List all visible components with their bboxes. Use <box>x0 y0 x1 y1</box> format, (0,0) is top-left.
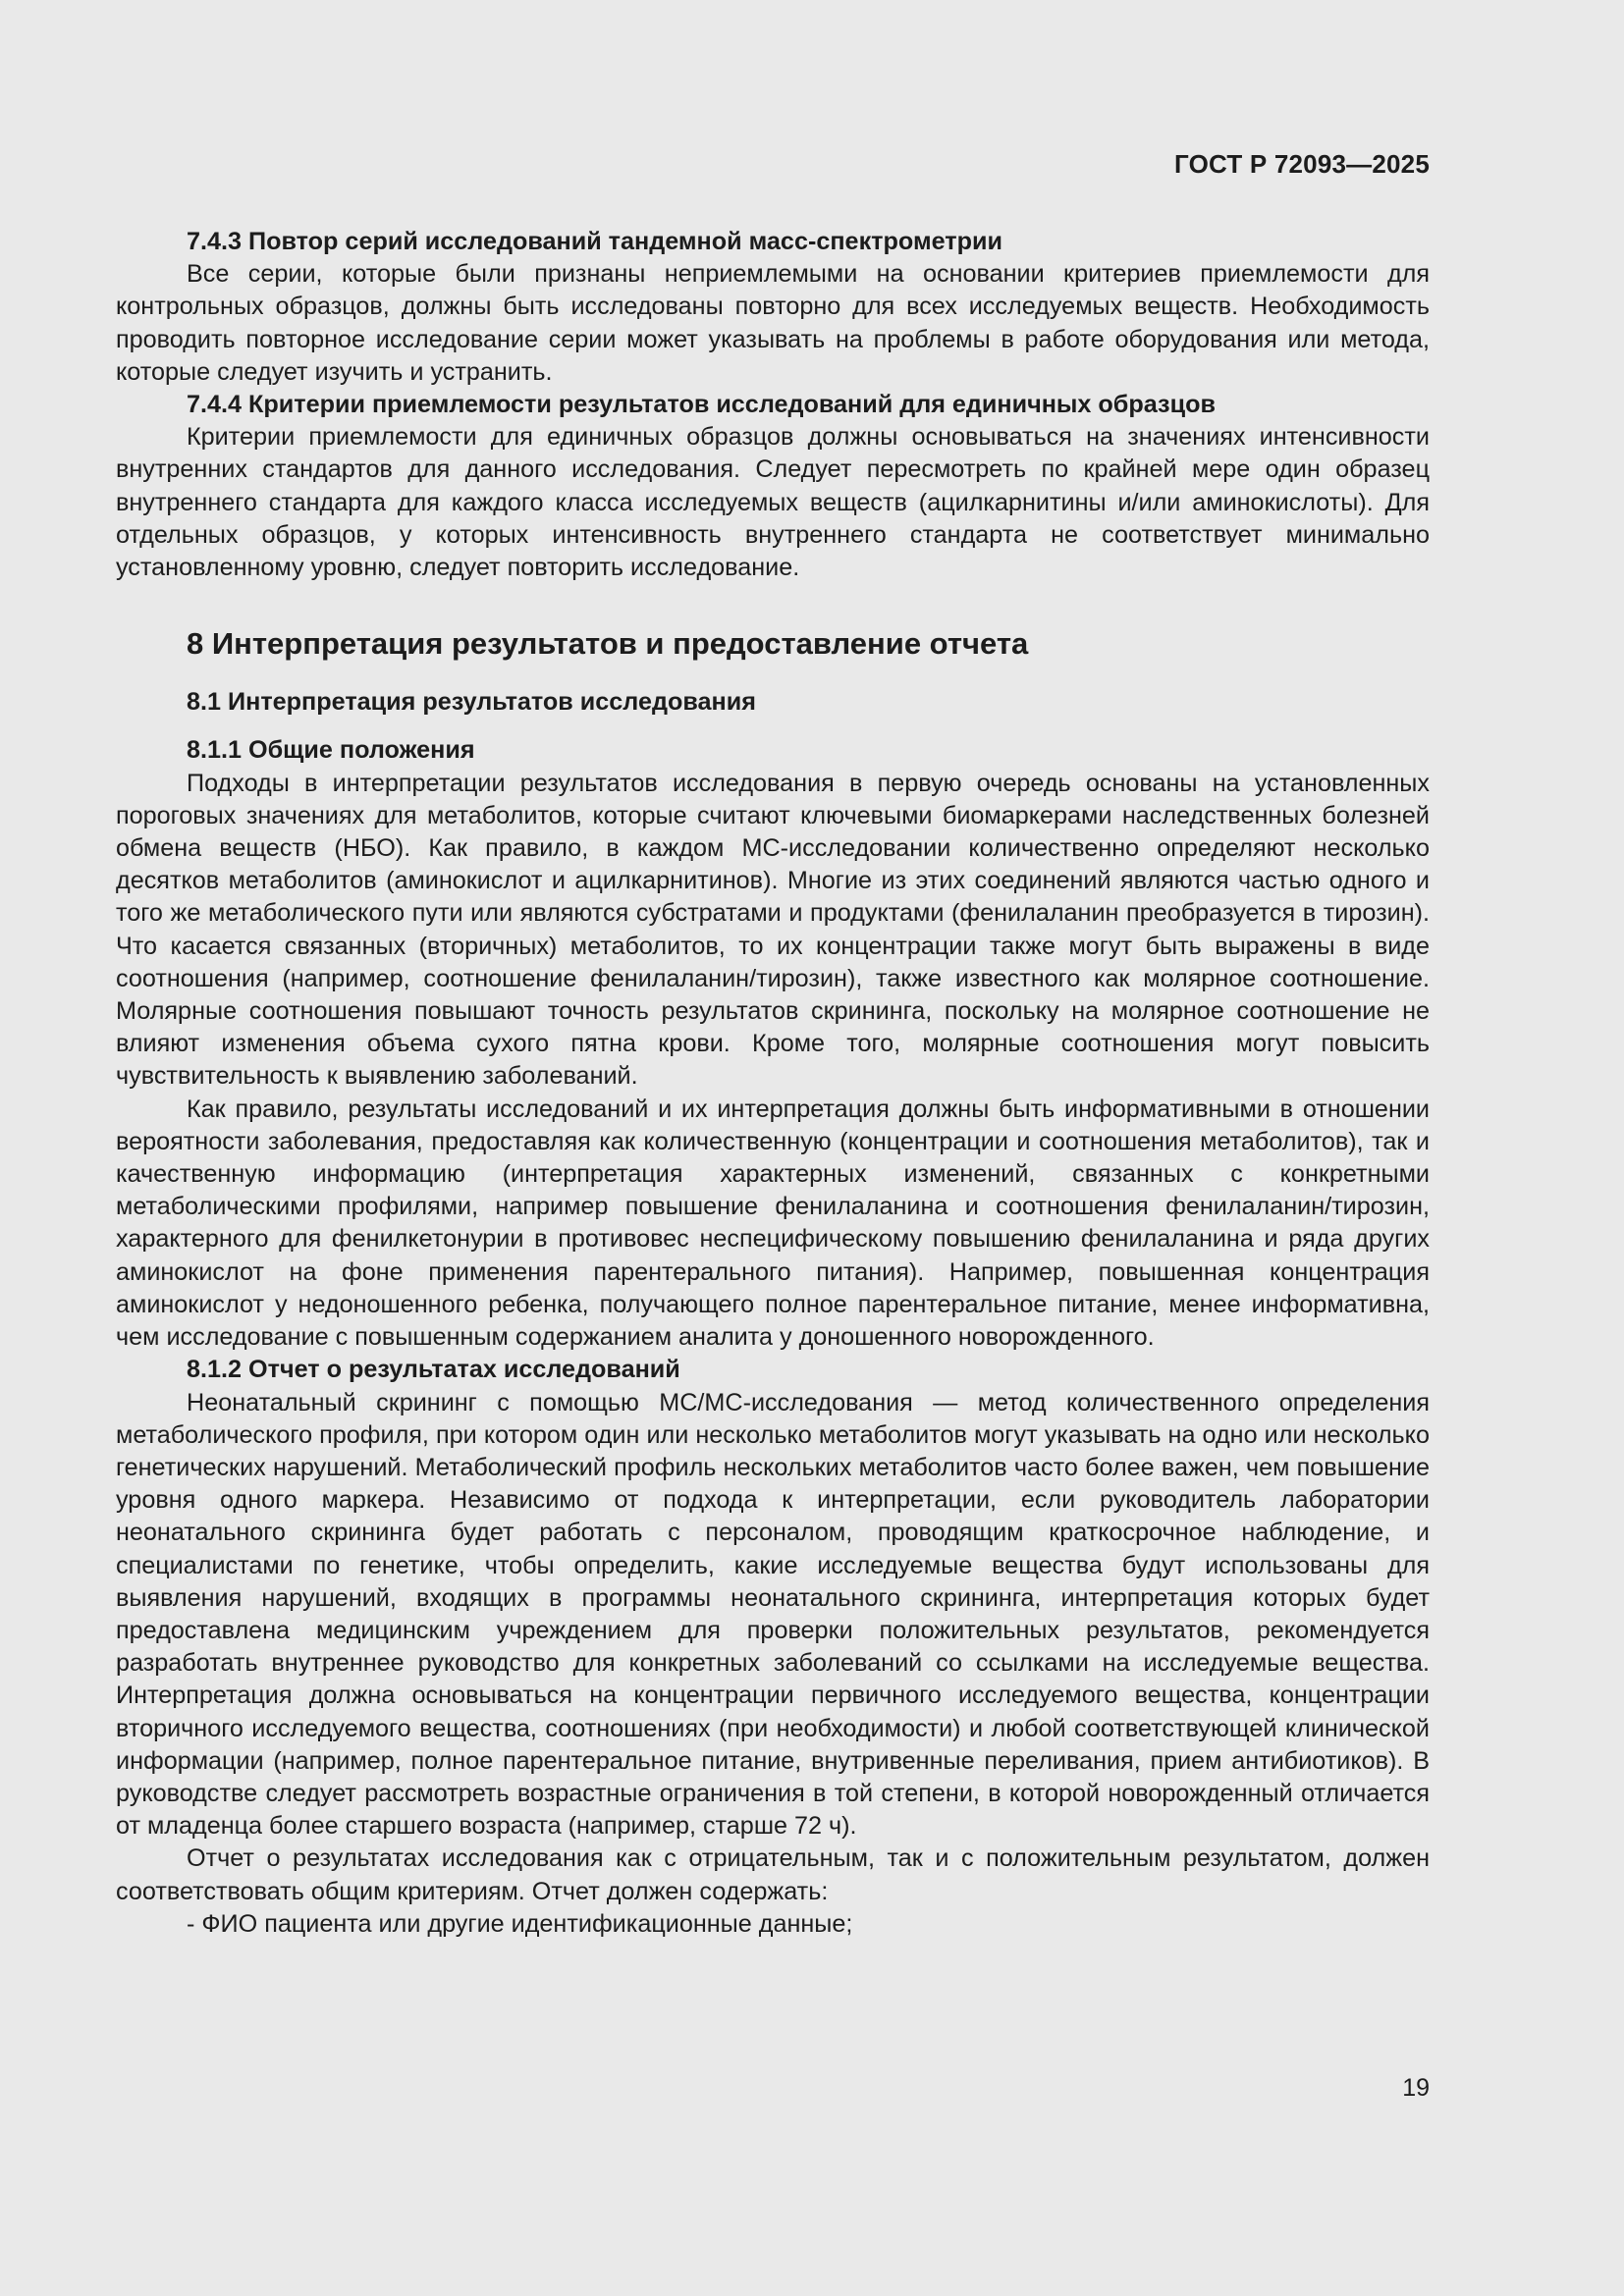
section-8-1-1-paragraph-1: Подходы в интерпретации результатов исследования в первую очередь основаны на установленных пороговых значениях для метаболитов, которые считают ключевыми биомаркерами наследственных болезней обмена веществ (НБО). Как правило, в каждом МС-исследовании количественно определяют несколько десятков метаболитов (аминокислот и ацилкарнитинов). Многие из этих соединений являются частью одного и того же метаболического пути или являются субстратами и продуктами (фенилаланин преобразуется в тирозин). Что касается связанных (вторичных) метаболитов, то их концентрации также могут быть выражены в виде соотношения (например, соотношение фенилаланин/тирозин), также известного как молярное соотношение. Молярные соотношения повышают точность результатов скрининга, поскольку на молярное соотношение не влияют изменения объема сухого пятна крови. Кроме того, молярные соотношения могут повысить чувствительность к выявлению заболеваний. <box>116 769 1430 1091</box>
list-item: - ФИО пациента или другие идентификационные данные; <box>187 1909 853 1938</box>
page-body <box>116 226 1430 1941</box>
section-7-4-3-paragraph: Все серии, которые были признаны неприемлемыми на основании критериев приемлемости для контрольных образцов, должны быть исследованы повторно для всех исследуемых веществ. Необходимость проводить повторное исследование серии может указывать на проблемы в работе оборудования или метода, которые следует изучить и устранить. <box>116 260 1430 386</box>
section-8-1-2-title: 8.1.2 Отчет о результатах исследований <box>187 1356 680 1384</box>
section-7-4-4-title: 7.4.4 Критерии приемлемости результатов исследований для единичных образцов <box>187 391 1216 419</box>
page-number: 19 <box>1402 2074 1430 2102</box>
section-7-4-4-paragraph: Критерии приемлемости для единичных образцов должны основываться на значениях интенсивности внутренних стандартов для данного исследования. Следует пересмотреть по крайней мере один образец внутреннего стандарта для каждого класса исследуемых веществ (ацилкарнитины и/или аминокислоты). Для отдельных образцов, у которых интенсивность внутреннего стандарта не соответствует минимально установленному уровню, следует повторить исследование. <box>116 423 1430 582</box>
section-7-4-3-title: 7.4.3 Повтор серий исследований тандемной масс-спектрометрии <box>187 228 1002 255</box>
section-8-1-1-title: 8.1.1 Общие положения <box>187 736 475 765</box>
section-8-title: 8 Интерпретация результатов и предоставление отчета <box>187 626 1029 662</box>
document-id: ГОСТ Р 72093—2025 <box>1174 149 1430 179</box>
section-8-1-2-paragraph-2: Отчет о результатах исследования как с отрицательным, так и с положительным результатом, должен соответствовать общим критериям. Отчет должен содержать: <box>116 1844 1430 1905</box>
section-8-1-2-paragraph-1: Неонатальный скрининг с помощью МС/МС-исследования — метод количественного определения метаболического профиля, при котором один или несколько метаболитов могут указывать на одно или несколько генетических нарушений. Метаболический профиль нескольких метаболитов часто более важен, чем повышение уровня одного маркера. Независимо от подхода к интерпретации, если руководитель лаборатории неонатального скрининга будет работать с персоналом, проводящим краткосрочное наблюдение, и специалистами по генетике, чтобы определить, какие исследуемые вещества будут использованы для выявления нарушений, входящих в программы неонатального скрининга, интерпретация которых будет предоставлена медицинским учреждением для проверки положительных результатов, рекомендуется разработать внутреннее руководство для конкретных заболеваний со ссылками на исследуемые вещества. Интерпретация должна основываться на концентрации первичного исследуемого вещества, концентрации вторичного исследуемого вещества, соотношениях (при необходимости) и любой соответствующей клинической информации (например, полное парентеральное питание, внутривенные переливания, прием антибиотиков). В руководстве следует рассмотреть возрастные ограничения в той степени, в которой новорожденный отличается от младенца более старшего возраста (например, старше 72 ч). <box>116 1388 1430 1841</box>
section-8-1-1-paragraph-2: Как правило, результаты исследований и их интерпретация должны быть информативными в отношении вероятности заболевания, предоставляя как количественную (концентрации и соотношения метаболитов), так и качественную информацию (интерпретация характерных изменений, связанных с конкретными метаболическими профилями, например повышение фенилаланина и соотношения фенилаланин/тирозин, характерного для фенилкетонурии в противовес неспецифическому повышению фенилаланина и ряда других аминокислот на фоне применения парентерального питания). Например, повышенная концентрация аминокислот у недоношенного ребенка, получающего полное парентеральное питание, менее информативна, чем исследование с повышенным содержанием аналита у доношенного новорожденного. <box>116 1095 1430 1352</box>
section-8-1-title: 8.1 Интерпретация результатов исследования <box>187 688 756 717</box>
